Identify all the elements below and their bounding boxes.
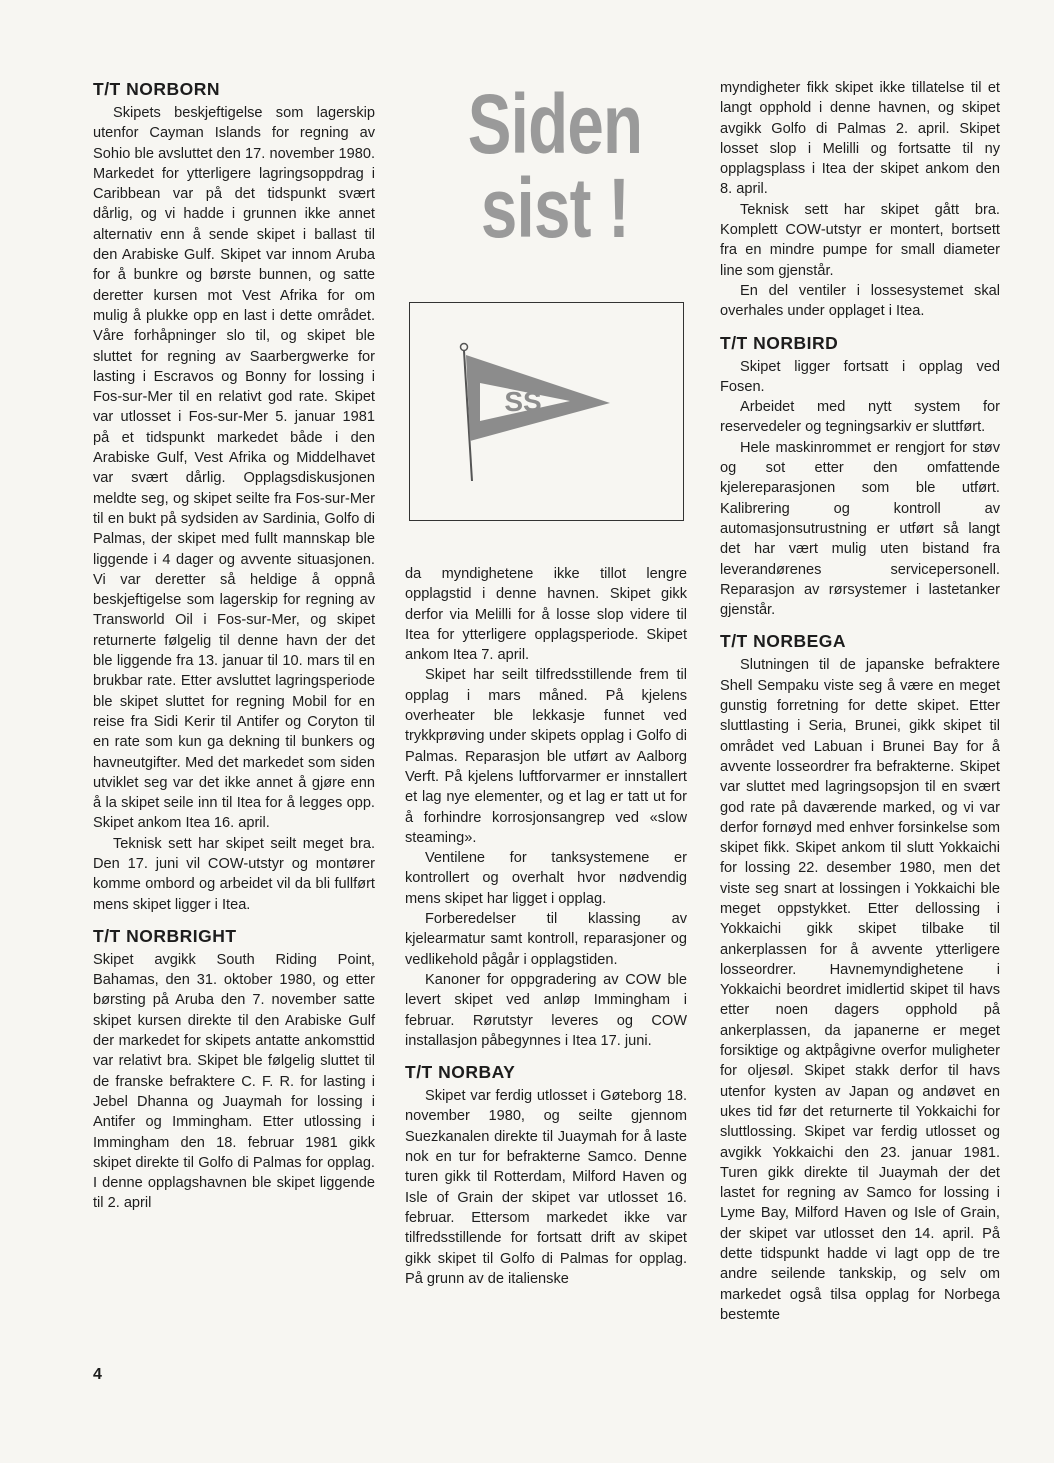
title-line-2: sist ! [480,161,630,255]
heading-norbega: T/T NORBEGA [720,631,847,652]
norborn-paragraph-2: Teknisk sett har skipet seilt meget bra. Den 17. juni vil COW-utstyr og montører komme ombord og arbeidet vil da bli fullført mens skipet ligger i Itea. [93,835,375,913]
column-3 [720,78,1000,1325]
norbay-paragraph-1: Skipet var ferdig utlosset i Gøteborg 18. november 1980, og seilte gjennom Suezkanalen direkte til Juaymah for å laste nok en tur for befrakterne Samco. Denne turen gikk til Rotterdam, Milford Haven og Isle of Grain der skipet var utlosset 16. februar. Ettersom markedet ikke var tilfredsstillende for fortsatt drift av skipet gikk skipet til Golfo di Palmas for opplag. På grunn av de italienske [405,1088,687,1287]
logo-monogram: SS [504,386,542,417]
flag-logo-box [409,302,684,521]
page-number: 4 [93,1366,102,1383]
norbright-paragraph-4: Ventilene for tanksystemene er kontrollert og overhalt hvor nødvendig mens skipet har ligget i opplag. [405,850,687,907]
title-line-1: Siden [467,77,643,171]
column-1 [93,78,375,1214]
pennant-flag-icon [410,303,685,522]
norbright-paragraph-5: Forberedelser til klassing av kjelearmatur samt kontroll, reparasjoner og vedlikehold pågår i opplagstiden. [405,911,687,968]
norbright-paragraph-2: da myndighetene ikke tillot lengre opplagstid i denne havnen. Skipet gikk derfor via Melilli for å losse slop videre til Itea for ytterligere opplagsperiode. Skipet ankom Itea 7. april. [405,566,687,664]
page-title [450,77,661,255]
norbird-paragraph-1: Skipet ligger fortsatt i opplag ved Fosen. [720,358,1000,395]
norbay-paragraph-2: myndigheter fikk skipet ikke tillatelse til et langt opphold i denne havnen, og skipet avgikk Golfo di Palmas 2. april. Skipet losset slop i Melilli og fortsatte til ny opplagsplass i Itea der skipet ankom den 8. april. [720,80,1000,198]
column-2 [405,564,687,1289]
heading-norborn: T/T NORBORN [93,79,221,99]
norbega-paragraph-1: Slutningen til de japanske befraktere Shell Sempaku viste seg å være en meget gunstig forretning for dette skipet. Etter sluttlasting i Seria, Brunei, gikk skipet til området ved Labuan i Brunei Bay for å avvente losseordrer fra befrakterne. Skipet var sluttet med lagringsopsjon til en svært god rate på daværende marked, og vi var derfor fornøyd med enhver forsinkelse som skipet fikk. Skipet ankom til slutt Yokkaichi for lossing 22. desember 1980, men det viste seg snart at lossingen i Yokkaichi ble meget oppstykket. Etter dellossing i Yokkaichi gikk skipet tilbake til ankerplassen for å avvente ytterligere losseordrer. Havnemyndighetene i Yokkaichi beordret imidlertid skipet til havs etter noen dagers opphold på ankerplassen, da japanerne er meget forsiktige og aktpågivne overfor muligheter for oljesøl. Skipet stakk derfor til havs utenfor kysten av Japan og andøvet en ukes tid før det returnerte til Yokkaichi for sluttlossing. Skipet var ferdig utlosset og avgikk Yokkaichi den 23. januar 1981. Turen gikk direkte til Juaymah der det lastet for regning av Samco for lossing i Lyme Bay, Milford Haven og Isle of Grain, der skipet var utlosset den 14. april. På dette tidspunkt hadde vi lagt opp de tre andre seilende tankskip, og selv om markedet også tilsa opplag for Norbega bestemte [720,657,1000,1323]
norbird-paragraph-2: Arbeidet med nytt system for reservedeler og tegningsarkiv er sluttført. [720,399,1000,436]
norbright-paragraph-6: Kanoner for oppgradering av COW ble levert skipet ved anløp Immingham i februar. Rørutstyr leveres og COW installasjon påbegynnes i Itea 17. juni. [405,971,687,1049]
heading-norbay: T/T NORBAY [405,1062,516,1083]
norbird-paragraph-3: Hele maskinrommet er rengjort for støv og sot etter den omfattende kjelereparasjonen som ble utført. Kalibrering og kontroll av automasjonsutrustning er utført så langt det har vært mulig uten bistand fra leverandørenes servicepersonell. Reparasjon av rørsystemer i lastetanker gjenstår. [720,439,1000,619]
heading-norbird: T/T NORBIRD [720,332,839,353]
norbright-paragraph-1: Skipet avgikk South Riding Point, Bahamas, den 31. oktober 1980, og etter børsting på Aruba den 7. november satte skipet kursen direkte til den Arabiske Gulf der markedet for skipets antatte ankomsttid var relativt bra. Skipet ble følgelig sluttet til de franske befraktere C. F. R. for lasting i Jebel Dhanna og Juaymah for lossing i Antifer og Immingham. Etter utlossing i Immingham den 18. februar 1981 gikk skipet direkte til Golfo di Palmas for opplag. I denne opplagshavnen ble skipet liggende til 2. april [93,951,375,1212]
heading-norbright: T/T NORBRIGHT [93,925,237,946]
norborn-paragraph-1: Skipets beskjeftigelse som lagerskip utenfor Cayman Islands for regning av Sohio ble avsluttet den 17. november 1980. Markedet for ytterligere lagringsoppdrag i Caribbean var på det tidspunkt svært dårlig, og vi hadde i grunnen ikke annet alternativ enn å sende skipet i ballast til den Arabiske Gulf. Skipet var innom Aruba for å bunkre og børste bunnen, og satte deretter kursen mot Vest Afrika for om mulig å plukke opp en last i dette området. Våre forhåpninger slo til, og skipet ble sluttet for regning av Saarbergwerke for lasting i Escravos og Bonny for lossing i Fos-sur-Mer til en relativt god rate. Skipet var utlosset i Fos-sur-Mer 5. januar 1981 på et tidspunkt markedet både i den Arabiske Gulf, Vest Afrika og Middelhavet var svært dårlig. Opplagsdiskusjonen meldte seg, og skipet seilte fra Fos-sur-Mer til en bukt på sydsiden av Sardinia, Golfo di Palmas, der skipet med fullt mannskap ble liggende i 4 dager og avvente situasjonen. Vi var deretter så heldige å oppnå beskjeftigelse som lagerskip for regning av Transworld Oil i Fos-sur-Mer, og skipet returnerte følgelig til denne havn der det ble liggende fra 13. januar til 10. mars til en brukbar rate. Etter avsluttet lagringsperiode ble skipet sluttet for regning Mobil for en reise fra Sidi Kerir til Antifer og Coryton til en rate som kun ga dekning til bunkers og havneutgifter. Med det markedet som siden utviklet seg var det ikke annet å gjøre enn å la skipet seile inn til Itea for å legges opp. Skipet ankom Itea 16. april. [93,105,375,832]
norbay-paragraph-4: En del ventiler i lossesystemet skal overhales under opplaget i Itea. [720,282,1000,320]
norbright-paragraph-3: Skipet har seilt tilfredsstillende frem til opplag i mars måned. På kjelens overheater ble lekkasje funnet ved trykkprøving under skipets opplag i Golfo di Palmas. Reparasjon ble utført av Aalborg Verft. På kjelens luftforvarmer er innstallert et lag nye elementer, og et lag er tatt ut for å forhindre korrosjonsangrep ved «slow steaming». [405,667,687,846]
norbay-paragraph-3: Teknisk sett har skipet gått bra. Komplett COW-utstyr er montert, bortsett fra en mindre pumpe for small diameter line som gjenstår. [720,201,1000,279]
